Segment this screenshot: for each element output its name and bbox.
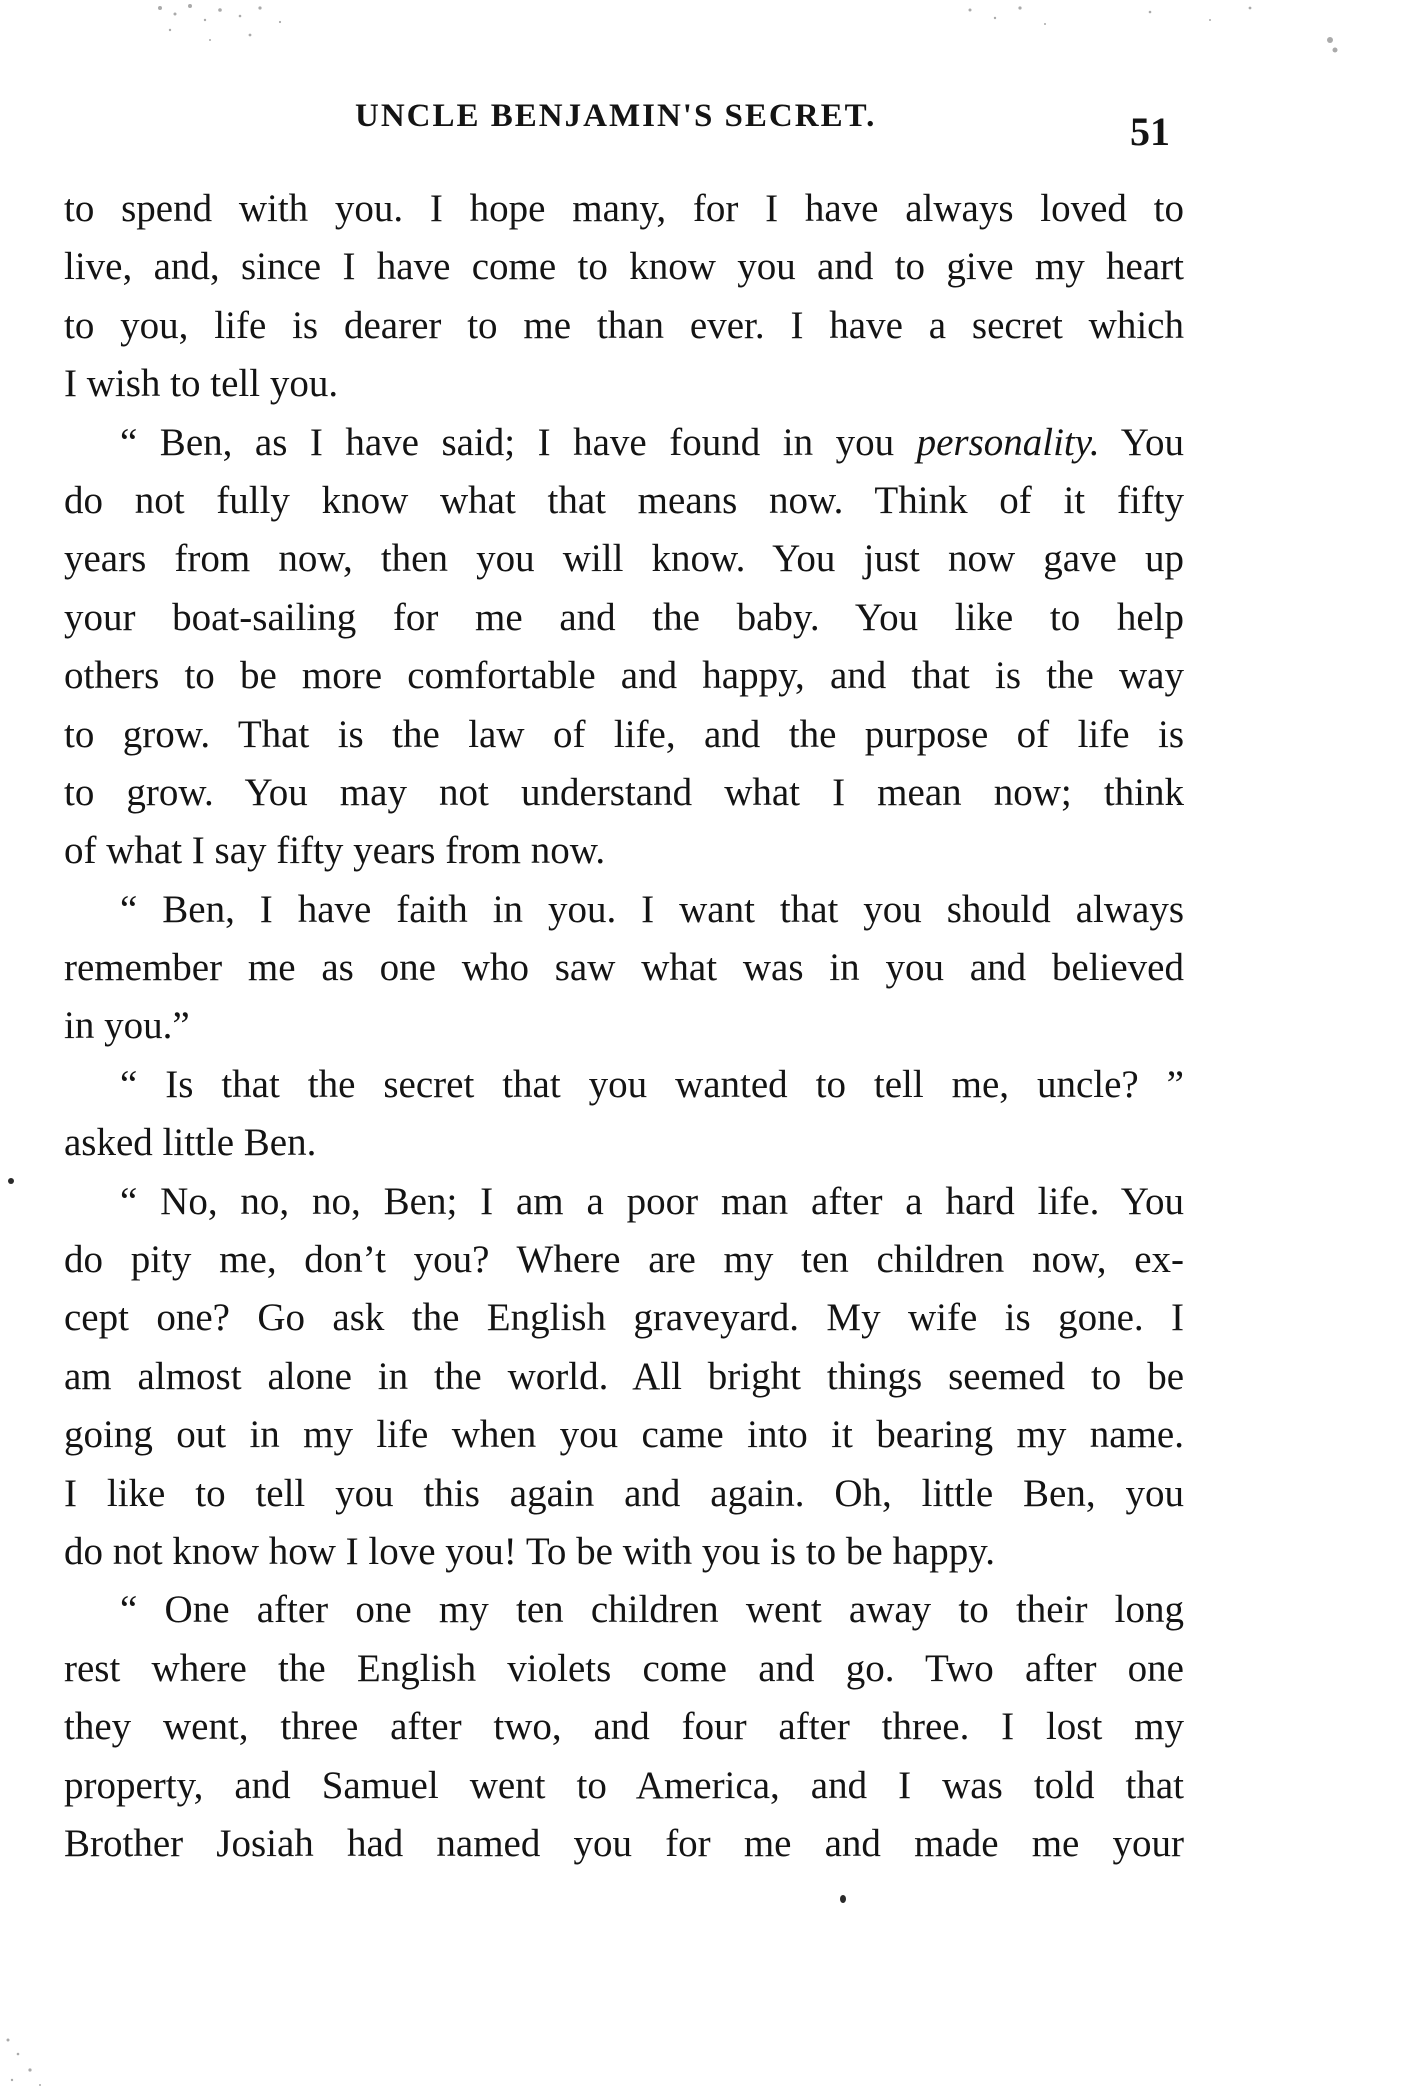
text-line: years from now, then you will know. You just now gave up	[64, 537, 1184, 581]
paragraph	[64, 1056, 1184, 1173]
text-line: I like to tell you this again and again. Oh, little Ben, you	[64, 1471, 1184, 1515]
text-line: to you, life is dearer to me than ever. I have a secret which	[64, 303, 1184, 347]
text-line: do not know how I love you! To be with you is to be happy.	[64, 1529, 996, 1573]
text-line: live, and, since I have come to know you and to give my heart	[64, 245, 1184, 289]
text-line: cept one? Go ask the English graveyard. My wife is gone. I	[64, 1296, 1184, 1340]
text-line: your boat-sailing for me and the baby. You like to help	[64, 595, 1184, 639]
paragraph	[64, 881, 1184, 1056]
text-line: “ Ben, I have faith in you. I want that you should always	[120, 887, 1184, 931]
text-line: to grow. You may not understand what I mean now; think	[64, 770, 1184, 814]
scan-noise-bottom-left	[0, 2030, 60, 2094]
page-number: 51	[1130, 109, 1170, 154]
scan-noise-top-left	[150, 0, 310, 60]
scan-noise-top-right	[950, 0, 1370, 70]
text-line: they went, three after two, and four after three. I lost my	[64, 1705, 1184, 1749]
text-segment: You	[1120, 420, 1184, 464]
text-line: asked little Ben.	[64, 1121, 317, 1165]
text-line: I wish to tell you.	[64, 362, 339, 406]
running-head	[0, 98, 1401, 158]
text-line: to spend with you. I hope many, for I have always loved to	[64, 187, 1184, 230]
text-line: “ Is that the secret that you wanted to tell me, uncle? ”	[120, 1062, 1184, 1106]
text-line: remember me as one who saw what was in you and believed	[64, 946, 1184, 990]
text-line: am almost alone in the world. All bright things seemed to be	[64, 1354, 1184, 1398]
text-line	[64, 414, 1184, 472]
text-line: “ One after one my ten children went away to their long	[120, 1588, 1184, 1632]
text-line: “ No, no, no, Ben; I am a poor man after a hard life. You	[120, 1179, 1184, 1223]
text-line: of what I say fifty years from now.	[64, 829, 606, 873]
text-line: do pity me, don’t you? Where are my ten children now, ex-	[64, 1238, 1184, 1282]
text-line: others to be more comfortable and happy, and that is the way	[64, 654, 1184, 698]
ink-speck	[8, 1178, 14, 1184]
paragraph	[64, 1581, 1184, 1873]
paragraph	[64, 180, 1184, 414]
text-line: rest where the English violets come and go. Two after one	[64, 1646, 1184, 1690]
text-line: going out in my life when you came into it bearing my name.	[64, 1413, 1184, 1457]
text-line: do not fully know what that means now. Think of it fifty	[64, 478, 1184, 522]
running-title: UNCLE BENJAMIN'S SECRET.	[355, 98, 877, 134]
text-line: to grow. That is the law of life, and the purpose of life is	[64, 712, 1184, 756]
paragraph	[64, 1173, 1184, 1582]
italic-word: personality.	[916, 420, 1100, 464]
text-line: Brother Josiah had named you for me and made me your	[64, 1821, 1184, 1865]
text-segment: “ Ben, as I have said; I have found in you	[120, 420, 895, 464]
body-text	[64, 180, 1184, 1873]
text-line: property, and Samuel went to America, and I was told that	[64, 1763, 1184, 1807]
paragraph	[64, 414, 1184, 881]
text-line: in you.”	[64, 1004, 190, 1048]
ink-speck	[840, 1895, 846, 1903]
